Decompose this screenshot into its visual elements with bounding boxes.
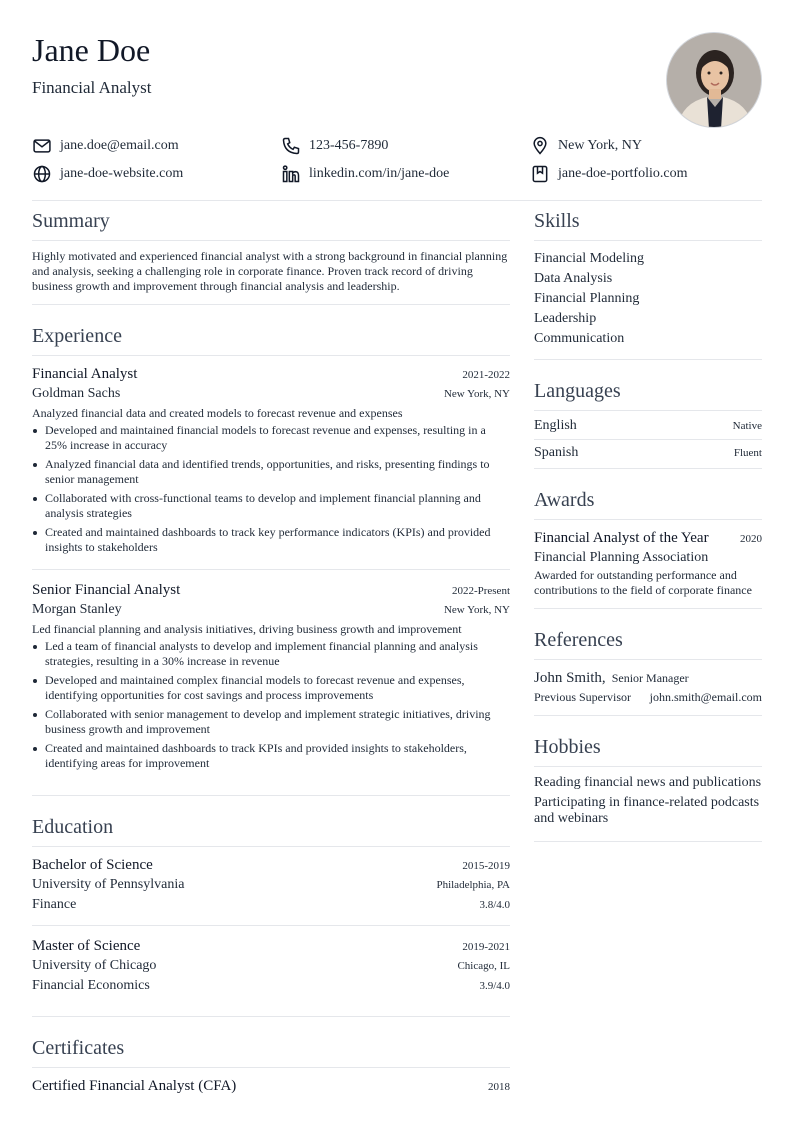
portfolio-icon	[530, 164, 550, 184]
awards-heading: Awards	[534, 485, 762, 520]
job-bullet: Created and maintained dashboards to track key performance indicators (KPIs) and provided insights to stakeholders	[32, 525, 510, 555]
award-issuer: Financial Planning Association	[534, 550, 709, 565]
skills-section	[534, 206, 762, 360]
job-dates: 2022-Present	[451, 585, 510, 597]
field-of-study: Financial Economics	[32, 978, 150, 993]
job-bullet: Collaborated with cross-functional teams to develop and implement financial planning and analysis strategies	[32, 491, 510, 521]
award-year: 2020	[740, 533, 762, 545]
job-bullet: Collaborated with senior management to develop and implement strategic initiatives, driving business growth and improvement	[32, 707, 510, 737]
education-entry	[32, 925, 510, 1006]
phone-icon	[281, 136, 301, 156]
right-column	[534, 206, 762, 858]
contact-location	[530, 134, 642, 158]
job-description: Analyzed financial data and created models to forecast revenue and expenses	[32, 406, 403, 420]
contact-portfolio-text: jane-doe-portfolio.com	[558, 166, 688, 181]
contact-linkedin-text: linkedin.com/in/jane-doe	[309, 166, 450, 181]
language-level: Fluent	[733, 447, 762, 459]
languages-section	[534, 376, 762, 469]
profile-photo-illustration	[667, 33, 762, 128]
job-location: New York, NY	[443, 604, 510, 616]
certificate-entry	[32, 1076, 510, 1096]
avatar	[666, 32, 762, 128]
contact-linkedin[interactable]	[281, 162, 449, 186]
education-dates: 2019-2021	[462, 941, 510, 953]
job-title: Senior Financial Analyst	[32, 582, 181, 598]
school-location: Chicago, IL	[457, 960, 510, 972]
job-bullet: Analyzed financial data and identified trends, opportunities, and risks, presenting findings to senior management	[32, 457, 510, 487]
job-company: Goldman Sachs	[32, 386, 121, 401]
gpa: 3.8/4.0	[479, 899, 510, 911]
candidate-name: Jane Doe	[32, 32, 151, 68]
hobbies-heading: Hobbies	[534, 732, 762, 767]
references-heading: References	[534, 625, 762, 660]
experience-entry	[32, 364, 510, 569]
contact-portfolio[interactable]	[530, 162, 687, 186]
award-title: Financial Analyst of the Year	[534, 530, 709, 546]
contact-website-text: jane-doe-website.com	[60, 166, 184, 181]
summary-text: Highly motivated and experienced financial analyst with a strong background in financial planning and analysis, seeking a challenging role in corporate finance. Proven track record of driving business growth and improvement through financial analysis and leadership.	[32, 249, 508, 293]
award-description: Awarded for outstanding performance and contributions to the field of corporate finance	[534, 568, 752, 597]
language-name: English	[534, 418, 577, 433]
skill-item: Leadership	[534, 311, 597, 326]
skill-item: Financial Planning	[534, 291, 640, 306]
job-bullets	[32, 639, 510, 771]
reference-name: John Smith,	[534, 670, 606, 686]
school-location: Philadelphia, PA	[436, 879, 510, 891]
language-name: Spanish	[534, 445, 579, 460]
reference-relation: Previous Supervisor	[534, 690, 631, 704]
gpa: 3.9/4.0	[479, 980, 510, 992]
reference-role: Senior Manager	[611, 671, 689, 685]
languages-heading: Languages	[534, 376, 762, 411]
job-location: New York, NY	[443, 388, 510, 400]
skill-item: Data Analysis	[534, 271, 613, 286]
job-bullet: Developed and maintained financial models to forecast revenue and expenses, resulting in a 25% increase in accuracy	[32, 423, 510, 453]
job-bullet: Led a team of financial analysts to develop and implement financial planning and analysis strategies, resulting in a 30% increase in revenue	[32, 639, 510, 669]
left-column	[32, 206, 510, 1096]
degree: Master of Science	[32, 938, 141, 954]
location-icon	[530, 136, 550, 156]
linkedin-icon	[281, 164, 301, 184]
education-entry	[32, 855, 510, 925]
education-heading: Education	[32, 812, 510, 847]
contact-email-text: jane.doe@email.com	[60, 138, 179, 153]
header-divider	[32, 200, 762, 201]
skill-item: Financial Modeling	[534, 251, 645, 266]
degree: Bachelor of Science	[32, 857, 153, 873]
hobby-item: Participating in finance-related podcasts and webinars	[534, 795, 760, 826]
mail-icon	[32, 136, 52, 156]
language-level: Native	[732, 420, 762, 432]
skill-item: Communication	[534, 331, 625, 346]
job-title: Financial Analyst	[32, 366, 138, 382]
certificates-section	[32, 1033, 510, 1096]
education-section	[32, 812, 510, 1017]
references-section	[534, 625, 762, 716]
contact-location-text: New York, NY	[558, 138, 643, 153]
certificate-year: 2018	[488, 1081, 510, 1093]
globe-icon	[32, 164, 52, 184]
skills-heading: Skills	[534, 206, 762, 241]
contact-phone-text: 123-456-7890	[309, 138, 389, 153]
job-bullets	[32, 423, 510, 555]
job-description: Led financial planning and analysis initiatives, driving business growth and improvement	[32, 622, 462, 636]
candidate-title: Financial Analyst	[32, 78, 152, 97]
experience-heading: Experience	[32, 321, 510, 356]
school: University of Chicago	[32, 958, 157, 973]
contact-website[interactable]	[32, 162, 183, 186]
hobbies-section	[534, 732, 762, 842]
school: University of Pennsylvania	[32, 877, 185, 892]
job-bullet: Developed and maintained complex financial models to forecast revenue and expenses, identifying opportunities for cost savings and process improvements	[32, 673, 510, 703]
job-company: Morgan Stanley	[32, 602, 122, 617]
hobby-item: Reading financial news and publications	[534, 775, 762, 790]
contact-email[interactable]	[32, 134, 179, 158]
education-dates: 2015-2019	[462, 860, 510, 872]
language-entry	[534, 413, 762, 439]
experience-entry	[32, 569, 510, 785]
reference-email[interactable]: john.smith@email.com	[649, 690, 762, 704]
contact-phone[interactable]	[281, 134, 388, 158]
job-dates: 2021-2022	[462, 369, 510, 381]
certificates-heading: Certificates	[32, 1033, 510, 1068]
certificate-name: Certified Financial Analyst (CFA)	[32, 1078, 237, 1094]
awards-section	[534, 485, 762, 609]
language-entry	[534, 439, 762, 466]
experience-section	[32, 321, 510, 796]
job-bullet: Created and maintained dashboards to track KPIs and provided insights to stakeholders, identifying areas for improvement	[32, 741, 510, 771]
field-of-study: Finance	[32, 897, 77, 912]
summary-section	[32, 206, 510, 305]
summary-heading: Summary	[32, 206, 510, 241]
